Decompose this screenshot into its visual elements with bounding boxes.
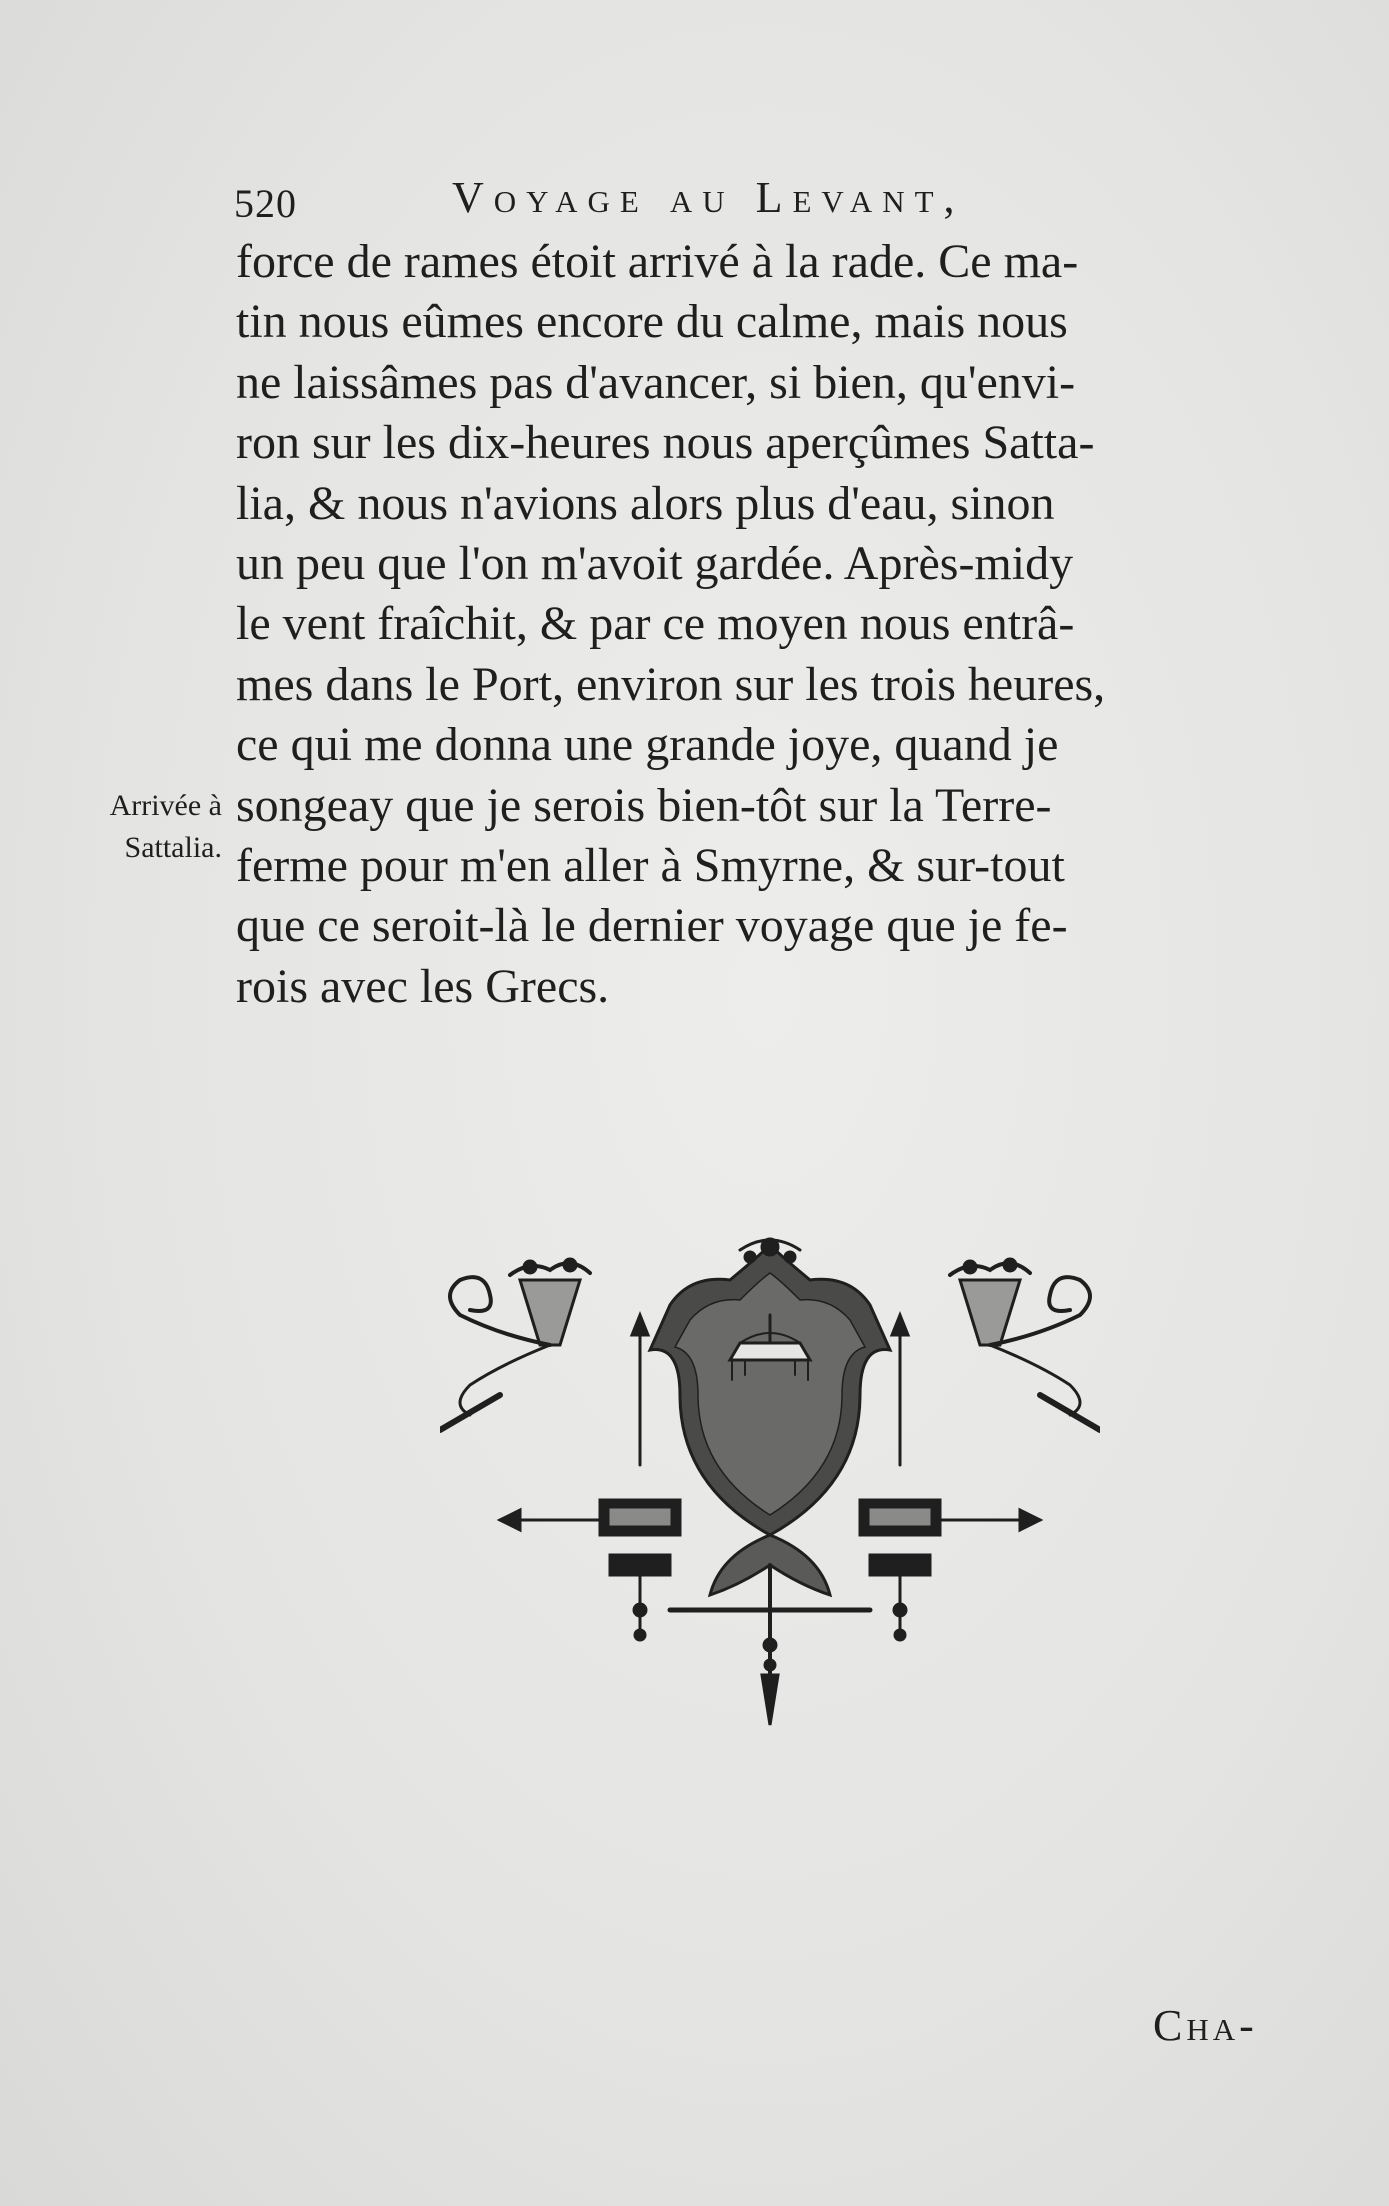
text-line: songeay que je serois bien-tôt sur la Terre- [236, 778, 1052, 832]
text-line: un peu que l'on m'avoit gardée. Après-midy [236, 536, 1074, 590]
marginal-note-line: Arrivée à [109, 789, 222, 822]
text-line: que ce seroit-là le dernier voyage que je fe- [236, 899, 1068, 953]
printers-ornament-icon [440, 1235, 1100, 1735]
text-line: ron sur les dix-heures nous aperçûmes Satta- [236, 416, 1095, 470]
marginal-note-line: Sattalia. [124, 831, 222, 864]
marginal-note [22, 785, 222, 869]
page-number: 520 [234, 181, 297, 226]
running-title: Voyage au Levant, [452, 173, 965, 222]
text-line: lia, & nous n'avions alors plus d'eau, sinon [236, 476, 1055, 530]
text-line: rois avec les Grecs. [236, 959, 610, 1013]
text-line: le vent fraîchit, & par ce moyen nous entrâ- [236, 597, 1075, 651]
text-line: ce qui me donna une grande joye, quand je [236, 718, 1059, 772]
text-line: mes dans le Port, environ sur les trois heures, [236, 657, 1106, 711]
text-line: force de rames étoit arrivé à la rade. Ce ma- [236, 235, 1079, 288]
body-text [236, 232, 1296, 1017]
running-head [234, 172, 1114, 232]
text-line: ne laissâmes pas d'avancer, si bien, qu'envi- [236, 355, 1076, 409]
text-line: tin nous eûmes encore du calme, mais nous [236, 295, 1068, 349]
catchword: Cha- [1153, 2001, 1258, 2050]
text-line: ferme pour m'en aller à Smyrne, & sur-tout [236, 838, 1065, 892]
